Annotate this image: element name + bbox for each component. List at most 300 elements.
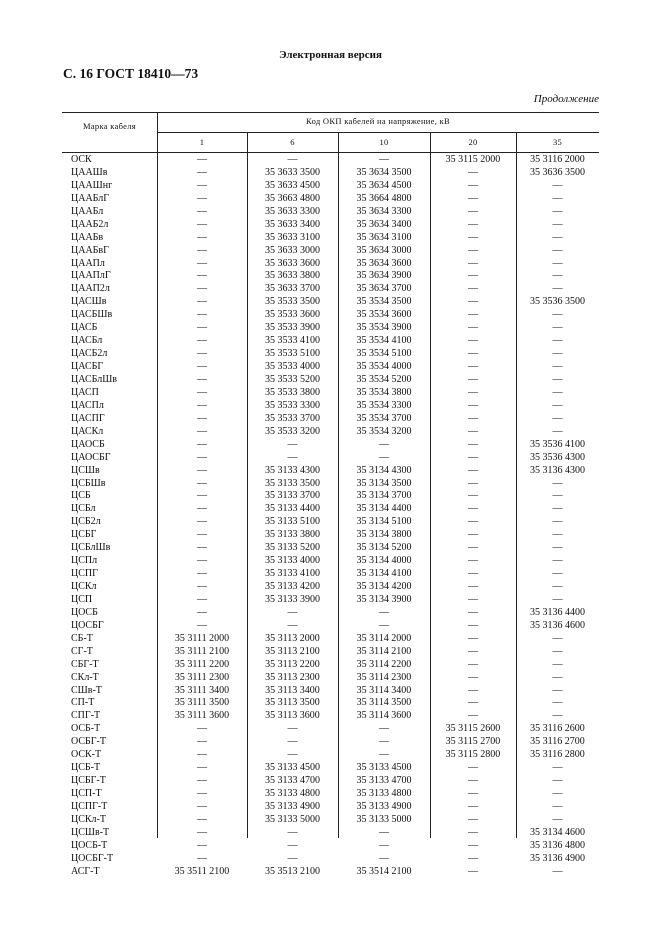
okp-code-cell: 35 3633 3300 bbox=[265, 205, 320, 217]
okp-code-cell: 35 3513 2100 bbox=[265, 865, 320, 877]
okp-code-cell: — bbox=[552, 516, 563, 528]
okp-code-cell: 35 3133 5000 bbox=[265, 813, 320, 825]
cable-brand-cell: ЦСШв bbox=[71, 464, 100, 476]
cable-brand-cell: ЦАОСБ bbox=[71, 438, 105, 450]
okp-code-cell: — bbox=[287, 723, 298, 735]
okp-code-cell: — bbox=[197, 801, 207, 812]
table-row bbox=[62, 232, 599, 245]
okp-code-cell: 35 3133 5000 bbox=[356, 813, 412, 825]
okp-code-cell: — bbox=[468, 438, 478, 450]
okp-code-cell: 35 3133 5100 bbox=[265, 516, 320, 528]
okp-code-cell: 35 3134 5100 bbox=[356, 516, 412, 528]
cable-brand-cell: ЦААБл bbox=[71, 205, 104, 217]
okp-code-cell: — bbox=[552, 322, 563, 334]
okp-code-cell: — bbox=[197, 723, 207, 735]
okp-code-cell: 35 3116 2600 bbox=[530, 723, 585, 735]
okp-code-cell: — bbox=[197, 166, 207, 178]
cable-brand-cell: ЦСКл-Т bbox=[71, 813, 106, 825]
okp-code-cell: 35 3114 2000 bbox=[356, 632, 412, 644]
okp-code-cell: — bbox=[197, 399, 207, 411]
okp-code-cell: — bbox=[552, 205, 563, 217]
cable-brand-cell: СШв-Т bbox=[71, 684, 102, 696]
okp-code-cell: — bbox=[552, 477, 563, 489]
okp-code-cell: 35 3534 3300 bbox=[356, 399, 412, 411]
okp-code-cell: 35 3533 3200 bbox=[265, 425, 320, 437]
okp-code-cell: 35 3533 4100 bbox=[265, 335, 320, 347]
cable-brand-cell: ОСБГ-Т bbox=[71, 736, 106, 748]
okp-code-cell: — bbox=[379, 438, 389, 450]
table-row bbox=[62, 594, 599, 607]
cable-brand-cell: ОСБ-Т bbox=[71, 723, 101, 735]
okp-code-cell: 35 3533 3600 bbox=[265, 309, 320, 321]
okp-code-cell: 35 3633 3700 bbox=[265, 283, 320, 295]
okp-code-cell: 35 3534 3500 bbox=[356, 296, 412, 308]
okp-code-cell: 35 3114 3600 bbox=[356, 710, 412, 722]
okp-code-cell: — bbox=[468, 684, 478, 696]
okp-code-cell: — bbox=[197, 244, 207, 256]
okp-code-cell: — bbox=[468, 671, 478, 683]
okp-code-cell: 35 3133 3900 bbox=[265, 593, 320, 605]
okp-code-cell: — bbox=[379, 606, 389, 618]
okp-code-cell: — bbox=[379, 852, 389, 864]
cable-brand-cell: ЦААПл bbox=[71, 257, 105, 269]
okp-code-cell: 35 3136 4400 bbox=[530, 606, 585, 618]
okp-code-cell: 35 3111 2200 bbox=[174, 658, 230, 670]
okp-code-cell: — bbox=[468, 852, 478, 864]
okp-code-cell: — bbox=[197, 503, 207, 515]
cable-brand-cell: ЦСБ-Т bbox=[71, 762, 101, 774]
okp-code-cell: 35 3133 4900 bbox=[265, 801, 320, 812]
cable-brand-cell: ЦОСБ bbox=[71, 606, 98, 618]
okp-code-cell: 35 3113 2000 bbox=[265, 632, 320, 644]
okp-code-cell: — bbox=[197, 839, 207, 851]
okp-code-cell: — bbox=[197, 192, 207, 204]
table-row bbox=[62, 452, 599, 465]
cable-brand-cell: ЦСБлШв bbox=[71, 542, 111, 554]
table-row bbox=[62, 374, 599, 387]
okp-code-cell: 35 3536 4300 bbox=[530, 451, 585, 463]
okp-code-cell: 35 3136 4900 bbox=[530, 852, 585, 864]
okp-code-cell: — bbox=[552, 775, 563, 787]
table-row bbox=[62, 710, 599, 723]
okp-code-cell: 35 3134 3700 bbox=[356, 490, 412, 502]
okp-code-cell: — bbox=[197, 425, 207, 437]
table-row bbox=[62, 749, 599, 762]
okp-code-cell: 35 3534 4100 bbox=[356, 335, 412, 347]
okp-code-cell: — bbox=[287, 154, 298, 165]
okp-code-cell: — bbox=[197, 568, 207, 580]
cable-brand-cell: ЦАСБШв bbox=[71, 309, 113, 321]
okp-code-cell: 35 3115 2800 bbox=[445, 749, 501, 761]
table-row bbox=[62, 607, 599, 620]
table-row bbox=[62, 866, 599, 879]
okp-code-cell: — bbox=[197, 813, 207, 825]
cable-brand-cell: СБ-Т bbox=[71, 632, 93, 644]
okp-code-cell: — bbox=[468, 270, 478, 282]
cable-brand-cell: ЦАСБл bbox=[71, 335, 103, 347]
okp-code-cell: 35 3115 2000 bbox=[445, 154, 501, 165]
table-row bbox=[62, 478, 599, 491]
okp-code-cell: — bbox=[552, 335, 563, 347]
okp-code-cell: 35 3136 4800 bbox=[530, 839, 585, 851]
okp-code-cell: 35 3136 4600 bbox=[530, 619, 585, 631]
okp-code-cell: 35 3133 4900 bbox=[356, 801, 412, 812]
okp-code-cell: 35 3133 4300 bbox=[265, 464, 320, 476]
okp-code-cell: 35 3533 4000 bbox=[265, 361, 320, 373]
okp-code-cell: — bbox=[468, 192, 478, 204]
okp-code-cell: — bbox=[379, 154, 389, 165]
okp-code-cell: 35 3533 3700 bbox=[265, 412, 320, 424]
okp-code-cell: 35 3133 4400 bbox=[265, 503, 320, 515]
okp-code-cell: — bbox=[552, 632, 563, 644]
table-row bbox=[62, 309, 599, 322]
table-row bbox=[62, 167, 599, 180]
okp-code-cell: 35 3533 3800 bbox=[265, 386, 320, 398]
cable-brand-cell: СГ-Т bbox=[71, 645, 93, 657]
table-row bbox=[62, 296, 599, 309]
okp-code-cell: — bbox=[468, 762, 478, 774]
table-row bbox=[62, 206, 599, 219]
cable-brand-cell: ЦАСПГ bbox=[71, 412, 105, 424]
table-row bbox=[62, 568, 599, 581]
okp-code-cell: — bbox=[552, 192, 563, 204]
table-row bbox=[62, 426, 599, 439]
cable-brand-cell: ЦАСБ2л bbox=[71, 348, 108, 360]
table-row bbox=[62, 646, 599, 659]
okp-code-cell: 35 3133 4200 bbox=[265, 581, 320, 593]
okp-code-cell: 35 3634 3300 bbox=[356, 205, 412, 217]
okp-code-cell: — bbox=[197, 205, 207, 217]
okp-code-cell: — bbox=[552, 658, 563, 670]
okp-code-cell: — bbox=[468, 231, 478, 243]
okp-code-cell: 35 3633 3800 bbox=[265, 270, 320, 282]
table-row bbox=[62, 439, 599, 452]
okp-code-cell: 35 3111 3500 bbox=[174, 697, 230, 709]
okp-code-cell: 35 3634 3600 bbox=[356, 257, 412, 269]
okp-code-cell: — bbox=[379, 619, 389, 631]
table-row bbox=[62, 283, 599, 296]
okp-code-cell: — bbox=[552, 865, 563, 877]
okp-code-cell: — bbox=[468, 322, 478, 334]
cable-brand-cell: СП-Т bbox=[71, 697, 95, 709]
okp-code-cell: — bbox=[379, 451, 389, 463]
table-row bbox=[62, 180, 599, 193]
cable-brand-cell: ЦАСБГ bbox=[71, 361, 104, 373]
cable-brand-cell: ЦОСБГ-Т bbox=[71, 852, 114, 864]
okp-code-cell: — bbox=[468, 179, 478, 191]
okp-code-cell: — bbox=[552, 762, 563, 774]
cable-brand-cell: ЦААБ2л bbox=[71, 218, 109, 230]
okp-code-cell: — bbox=[468, 386, 478, 398]
cable-brand-cell: АСГ-Т bbox=[71, 865, 100, 877]
table-row bbox=[62, 335, 599, 348]
okp-code-cell: 35 3113 3600 bbox=[265, 710, 320, 722]
table-row bbox=[62, 581, 599, 594]
okp-code-cell: — bbox=[468, 464, 478, 476]
okp-code-cell: — bbox=[552, 231, 563, 243]
cable-brand-cell: ЦААПлГ bbox=[71, 270, 111, 282]
okp-code-cell: — bbox=[552, 788, 563, 800]
header-code-group: Код ОКП кабелей на напряжение, кВ bbox=[306, 116, 450, 126]
okp-code-cell: — bbox=[197, 335, 207, 347]
okp-code-cell: 35 3111 3600 bbox=[174, 710, 230, 722]
okp-code-cell: 35 3134 4300 bbox=[356, 464, 412, 476]
okp-code-cell: 35 3633 3100 bbox=[265, 231, 320, 243]
okp-code-cell: 35 3534 3600 bbox=[356, 309, 412, 321]
cable-brand-cell: СПГ-Т bbox=[71, 710, 101, 722]
okp-code-cell: 35 3133 4800 bbox=[265, 788, 320, 800]
cable-brand-cell: ЦСП bbox=[71, 593, 93, 605]
okp-code-cell: 35 3134 4400 bbox=[356, 503, 412, 515]
table-row bbox=[62, 258, 599, 271]
okp-code-cell: — bbox=[468, 697, 478, 709]
okp-code-cell: — bbox=[197, 788, 207, 800]
okp-code-cell: 35 3114 2300 bbox=[356, 671, 412, 683]
okp-code-cell: — bbox=[552, 270, 563, 282]
cable-brand-cell: ЦСБГ-Т bbox=[71, 775, 106, 787]
okp-code-cell: — bbox=[197, 826, 207, 838]
okp-code-cell: — bbox=[468, 218, 478, 230]
continuation-label: Продолжение bbox=[533, 93, 599, 105]
table-row bbox=[62, 723, 599, 736]
okp-code-cell: — bbox=[468, 244, 478, 256]
okp-code-cell: 35 3133 4800 bbox=[356, 788, 412, 800]
okp-code-cell: — bbox=[468, 801, 478, 812]
okp-code-cell: — bbox=[552, 412, 563, 424]
okp-code-cell: — bbox=[468, 606, 478, 618]
okp-code-cell: — bbox=[197, 490, 207, 502]
okp-code-cell: — bbox=[552, 568, 563, 580]
okp-code-cell: 35 3133 3800 bbox=[265, 529, 320, 541]
okp-code-cell: 35 3533 5200 bbox=[265, 373, 320, 385]
okp-code-cell: 35 3634 4500 bbox=[356, 179, 412, 191]
okp-code-cell: 35 3111 2000 bbox=[174, 632, 230, 644]
okp-code-cell: 35 3534 3700 bbox=[356, 412, 412, 424]
okp-code-cell: — bbox=[468, 645, 478, 657]
table-row bbox=[62, 801, 599, 814]
okp-code-cell: — bbox=[468, 309, 478, 321]
okp-code-cell: — bbox=[552, 503, 563, 515]
okp-code-cell: 35 3536 3500 bbox=[530, 296, 585, 308]
okp-code-cell: — bbox=[552, 348, 563, 360]
table-row bbox=[62, 633, 599, 646]
okp-code-cell: — bbox=[197, 736, 207, 748]
okp-code-cell: 35 3634 3000 bbox=[356, 244, 412, 256]
okp-code-cell: 35 3133 4000 bbox=[265, 555, 320, 567]
cable-brand-cell: ЦСКл bbox=[71, 581, 97, 593]
okp-code-cell: — bbox=[197, 309, 207, 321]
okp-code-cell: 35 3534 3200 bbox=[356, 425, 412, 437]
okp-code-cell: — bbox=[468, 542, 478, 554]
okp-code-cell: — bbox=[197, 464, 207, 476]
okp-code-cell: 35 3636 3500 bbox=[530, 166, 585, 178]
cable-brand-cell: ЦАСКл bbox=[71, 425, 104, 437]
table-row bbox=[62, 659, 599, 672]
okp-code-cell: — bbox=[468, 775, 478, 787]
table-row bbox=[62, 827, 599, 840]
cable-brand-cell: ЦСШв-Т bbox=[71, 826, 110, 838]
header-voltage: 1 bbox=[199, 137, 205, 147]
okp-code-cell: — bbox=[468, 865, 478, 877]
okp-code-cell: 35 3533 3500 bbox=[265, 296, 320, 308]
okp-code-cell: 35 3111 3400 bbox=[174, 684, 230, 696]
okp-code-cell: — bbox=[552, 593, 563, 605]
table-row bbox=[62, 762, 599, 775]
cable-brand-cell: ЦАСБлШв bbox=[71, 373, 118, 385]
okp-code-cell: 35 3533 3900 bbox=[265, 322, 320, 334]
okp-code-cell: — bbox=[287, 736, 298, 748]
okp-code-cell: — bbox=[197, 373, 207, 385]
table-row bbox=[62, 529, 599, 542]
okp-code-cell: — bbox=[468, 166, 478, 178]
okp-code-cell: — bbox=[552, 179, 563, 191]
cable-brand-cell: ЦААБвГ bbox=[71, 244, 109, 256]
okp-code-cell: — bbox=[468, 658, 478, 670]
table-row bbox=[62, 516, 599, 529]
okp-code-cell: 35 3514 2100 bbox=[356, 865, 412, 877]
okp-code-cell: — bbox=[197, 542, 207, 554]
table-row bbox=[62, 853, 599, 866]
table-row bbox=[62, 413, 599, 426]
okp-code-cell: 35 3511 2100 bbox=[174, 865, 230, 877]
cable-brand-cell: ЦАОСБГ bbox=[71, 451, 111, 463]
header-voltage: 35 bbox=[552, 137, 563, 147]
okp-code-cell: — bbox=[197, 593, 207, 605]
okp-code-cell: 35 3115 2700 bbox=[445, 736, 501, 748]
okp-code-cell: — bbox=[468, 529, 478, 541]
cable-brand-cell: ЦСП-Т bbox=[71, 788, 102, 800]
okp-code-cell: 35 3114 3400 bbox=[356, 684, 412, 696]
okp-code-cell: — bbox=[197, 361, 207, 373]
okp-code-cell: 35 3664 4800 bbox=[356, 192, 412, 204]
okp-code-cell: — bbox=[468, 839, 478, 851]
okp-code-cell: — bbox=[552, 801, 563, 812]
okp-code-cell: 35 3634 3900 bbox=[356, 270, 412, 282]
okp-code-cell: — bbox=[379, 839, 389, 851]
okp-code-cell: 35 3634 3400 bbox=[356, 218, 412, 230]
table-row bbox=[62, 697, 599, 710]
okp-code-cell: 35 3134 4600 bbox=[530, 826, 585, 838]
okp-code-cell: — bbox=[287, 852, 298, 864]
okp-code-cell: — bbox=[552, 645, 563, 657]
cable-brand-cell: ЦАСПл bbox=[71, 399, 104, 411]
okp-code-cell: — bbox=[552, 684, 563, 696]
okp-code-cell: — bbox=[552, 257, 563, 269]
okp-code-cell: 35 3113 2300 bbox=[265, 671, 320, 683]
cable-brand-cell: ЦСБл bbox=[71, 503, 96, 515]
okp-code-cell: 35 3113 3400 bbox=[265, 684, 320, 696]
table-row bbox=[62, 685, 599, 698]
table-row bbox=[62, 193, 599, 206]
okp-code-cell: 35 3111 2300 bbox=[174, 671, 230, 683]
okp-code-cell: 35 3634 3500 bbox=[356, 166, 412, 178]
header-group-rule bbox=[157, 132, 599, 133]
okp-code-cell: — bbox=[552, 542, 563, 554]
table-row bbox=[62, 555, 599, 568]
okp-code-cell: — bbox=[468, 283, 478, 295]
okp-code-cell: — bbox=[468, 425, 478, 437]
okp-code-cell: 35 3634 3100 bbox=[356, 231, 412, 243]
okp-code-cell: — bbox=[197, 529, 207, 541]
table-row bbox=[62, 490, 599, 503]
okp-code-cell: — bbox=[468, 710, 478, 722]
okp-code-cell: — bbox=[552, 710, 563, 722]
okp-code-cell: 35 3633 3500 bbox=[265, 166, 320, 178]
okp-code-cell: 35 3134 4200 bbox=[356, 581, 412, 593]
okp-code-cell: 35 3533 3300 bbox=[265, 399, 320, 411]
table-row bbox=[62, 270, 599, 283]
okp-code-cell: 35 3111 2100 bbox=[174, 645, 230, 657]
table-row bbox=[62, 503, 599, 516]
okp-code-cell: 35 3134 3900 bbox=[356, 593, 412, 605]
table-row bbox=[62, 387, 599, 400]
cable-brand-cell: СКл-Т bbox=[71, 671, 99, 683]
okp-code-cell: 35 3533 5100 bbox=[265, 348, 320, 360]
okp-code-cell: — bbox=[197, 555, 207, 567]
okp-code-cell: 35 3134 3800 bbox=[356, 529, 412, 541]
okp-code-cell: — bbox=[287, 826, 298, 838]
okp-code-cell: — bbox=[552, 490, 563, 502]
cable-brand-cell: ЦАСП bbox=[71, 386, 99, 398]
header-voltage: 20 bbox=[468, 137, 478, 147]
okp-code-cell: — bbox=[552, 361, 563, 373]
top-title: Электронная версия bbox=[279, 49, 382, 61]
table-top-rule bbox=[62, 112, 599, 113]
okp-code-cell: 35 3134 3500 bbox=[356, 477, 412, 489]
okp-code-cell: — bbox=[287, 749, 298, 761]
okp-code-cell: — bbox=[552, 283, 563, 295]
okp-code-cell: 35 3113 2200 bbox=[265, 658, 320, 670]
okp-code-cell: — bbox=[468, 296, 478, 308]
header-brand: Марка кабеля bbox=[83, 121, 136, 131]
table-row bbox=[62, 245, 599, 258]
okp-code-cell: — bbox=[468, 412, 478, 424]
okp-code-cell: — bbox=[197, 179, 207, 191]
okp-code-cell: — bbox=[468, 451, 478, 463]
okp-code-cell: — bbox=[468, 503, 478, 515]
okp-code-cell: 35 3116 2800 bbox=[530, 749, 585, 761]
okp-code-cell: 35 3113 3500 bbox=[265, 697, 320, 709]
okp-code-cell: 35 3136 4300 bbox=[530, 464, 585, 476]
cable-brand-cell: ОСК bbox=[71, 154, 92, 165]
okp-code-cell: — bbox=[197, 296, 207, 308]
okp-code-cell: — bbox=[197, 348, 207, 360]
okp-code-cell: — bbox=[552, 425, 563, 437]
okp-code-cell: — bbox=[287, 606, 298, 618]
okp-code-cell: — bbox=[468, 516, 478, 528]
okp-code-cell: — bbox=[468, 632, 478, 644]
okp-code-cell: 35 3114 2200 bbox=[356, 658, 412, 670]
okp-code-cell: — bbox=[468, 399, 478, 411]
okp-code-cell: — bbox=[197, 581, 207, 593]
cable-brand-cell: ЦААШнг bbox=[71, 179, 113, 191]
table-row bbox=[62, 620, 599, 633]
okp-code-cell: 35 3534 5100 bbox=[356, 348, 412, 360]
table-row bbox=[62, 775, 599, 788]
okp-code-cell: — bbox=[197, 322, 207, 334]
okp-code-cell: 35 3133 4100 bbox=[265, 568, 320, 580]
okp-code-cell: — bbox=[197, 438, 207, 450]
okp-code-cell: — bbox=[552, 373, 563, 385]
cable-brand-cell: ЦААБлГ bbox=[71, 192, 110, 204]
header-voltage: 10 bbox=[379, 137, 389, 147]
okp-code-cell: 35 3133 5200 bbox=[265, 542, 320, 554]
okp-code-cell: — bbox=[197, 154, 207, 165]
okp-code-cell: — bbox=[197, 749, 207, 761]
okp-code-cell: — bbox=[379, 736, 389, 748]
okp-code-cell: — bbox=[552, 813, 563, 825]
okp-code-cell: — bbox=[468, 619, 478, 631]
